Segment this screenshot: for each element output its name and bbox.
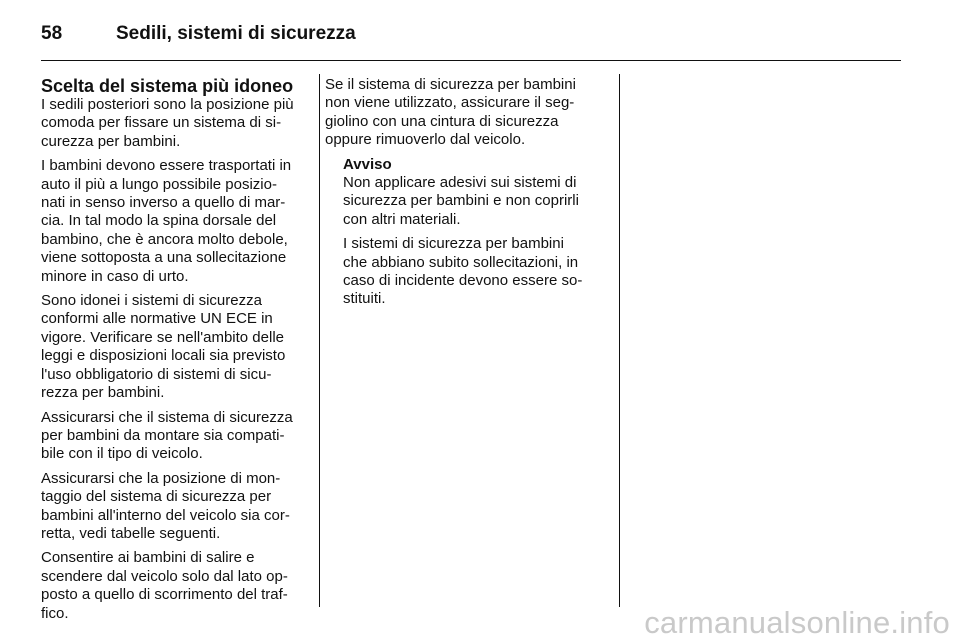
header-rule [41,60,901,61]
paragraph: Sono idonei i sistemi di sicurezza conformi alle normative UN ECE in vigore. Verificare se nell'ambito delle leggi e disposizioni locali sia previsto l'uso obbligatorio di sistemi di sicu- rezza per bambini. [41,292,286,402]
paragraph: Consentire ai bambini di salire e scendere dal veicolo solo dal lato op- posto a quello di scorrimento del traf- fico. [41,549,288,622]
notice-title: Avviso [343,155,392,173]
section-title: Sedili, sistemi di sicurezza [116,23,356,44]
notice-box [343,156,605,309]
page-header [41,16,356,52]
subsection-heading: Scelta del sistema più idoneo [41,76,294,96]
paragraph: Se il sistema di sicurezza per bambini non viene utilizzato, assicurare il seg- giolino con una cintura di sicurezza oppure rimuoverlo dal veicolo. [325,76,576,149]
notice-paragraph: I sistemi di sicurezza per bambini che abbiano subito sollecitazioni, in caso di incidente devono essere so- stituiti. [343,235,583,308]
column-divider [319,74,320,607]
notice-paragraph: Non applicare adesivi sui sistemi di sicurezza per bambini e non coprirli con altri materiali. [343,174,579,228]
watermark: carmanualsonline.info [644,605,950,640]
paragraph: Assicurarsi che la posizione di mon- taggio del sistema di sicurezza per bambini all'interno del veicolo sia cor- retta, vedi tabelle seguenti. [41,469,290,542]
column-divider [619,74,620,607]
paragraph: I sedili posteriori sono la posizione più comoda per fissare un sistema di si- curezza per bambini. [41,96,294,150]
column-middle [325,76,605,315]
column-left [41,76,311,629]
paragraph: I bambini devono essere trasportati in auto il più a lungo possibile posizio- nati in senso inverso a quello di mar- cia. In tal modo la spina dorsale del bambino, che è ancora molto debole, viene sottoposta a una sollecitazione minore in caso di urto. [41,157,292,285]
page-number: 58 [41,23,63,44]
paragraph: Assicurarsi che il sistema di sicurezza per bambini da montare sia compati- bile con il tipo di veicolo. [41,408,293,463]
